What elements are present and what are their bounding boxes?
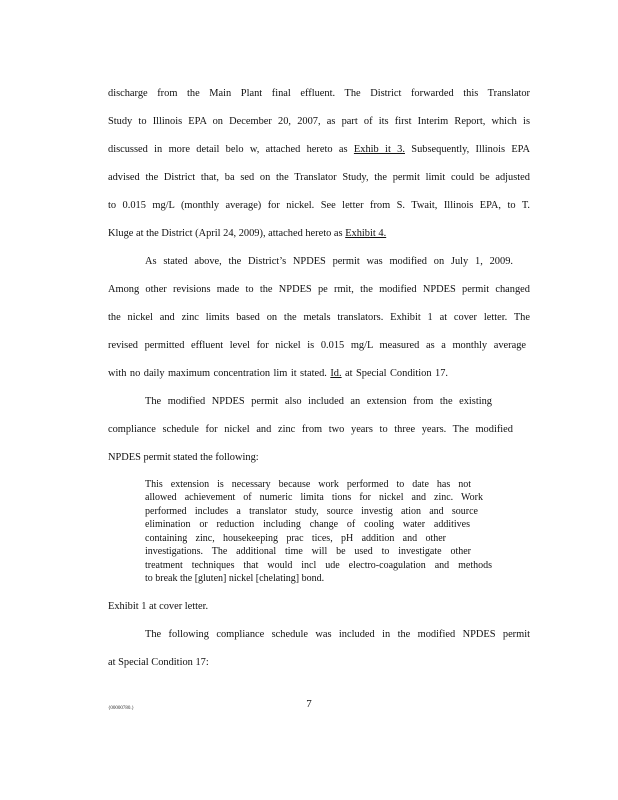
- body-line: [108, 143, 530, 157]
- body-line: NPDES permit stated the following:: [108, 452, 259, 463]
- quote-line: treatment techniques that would incl ude electro-coagulation and methods: [145, 560, 492, 571]
- body-line: Study to Illinois EPA on December 20, 2007, as part of its first Interim Report, which is: [108, 116, 530, 127]
- document-id: {00000780.}: [108, 706, 135, 711]
- body-line: The following compliance schedule was included in the modified NPDES permit: [145, 629, 530, 640]
- body-line: [108, 367, 448, 381]
- body-text: Subsequently, Illinois EPA: [404, 144, 531, 155]
- body-line: As stated above, the District’s NPDES permit was modified on July 1, 2009.: [145, 256, 513, 267]
- body-line: The modified NPDES permit also included an extension from the existing: [145, 396, 492, 407]
- exhibit-4-reference: Exhibit 4.: [345, 228, 387, 239]
- quote-citation: Exhibit 1 at cover letter.: [108, 601, 209, 612]
- body-line: at Special Condition 17:: [108, 657, 209, 668]
- quote-line: elimination or reduction including change of cooling water additives: [145, 519, 470, 530]
- page-number: 7: [306, 698, 312, 710]
- quote-line: allowed achievement of numeric limita tions for nickel and zinc. Work: [145, 492, 483, 503]
- body-line: compliance schedule for nickel and zinc from two years to three years. The modified: [108, 424, 513, 435]
- body-line: Among other revisions made to the NPDES pe rmit, the modified NPDES permit changed: [108, 284, 530, 295]
- quote-line: This extension is necessary because work performed to date has not: [145, 479, 471, 490]
- body-line: [108, 227, 530, 241]
- body-line: discharge from the Main Plant final effluent. The District forwarded this Translator: [108, 88, 530, 99]
- body-line: revised permitted effluent level for nickel is 0.015 mg/L measured as a monthly average: [108, 340, 526, 351]
- body-text: at Special Condition 17.: [341, 368, 448, 379]
- body-line: to 0.015 mg/L (monthly average) for nickel. See letter from S. Twait, Illinois EPA, to T.: [108, 200, 530, 211]
- quote-line: containing zinc, housekeeping prac tices, pH addition and other: [145, 533, 446, 544]
- body-text: Kluge at the District (April 24, 2009), attached hereto as: [108, 228, 346, 239]
- body-text: discussed in more detail belo w, attached hereto as: [108, 144, 354, 155]
- body-line: the nickel and zinc limits based on the metals translators. Exhibit 1 at cover letter. The: [108, 312, 530, 323]
- quote-line: to break the [gluten] nickel [chelating] bond.: [145, 573, 325, 584]
- exhibit-3-reference: Exhib it 3.: [353, 144, 405, 155]
- quote-line: performed includes a translator study, source investig ation and source: [145, 506, 478, 517]
- body-line: advised the District that, ba sed on the Translator Study, the permit limit could be adjusted: [108, 172, 530, 183]
- id-reference: Id.: [330, 368, 342, 379]
- body-text: with no daily maximum concentration lim it stated.: [108, 368, 331, 379]
- quote-line: investigations. The additional time will be used to investigate other: [145, 546, 471, 557]
